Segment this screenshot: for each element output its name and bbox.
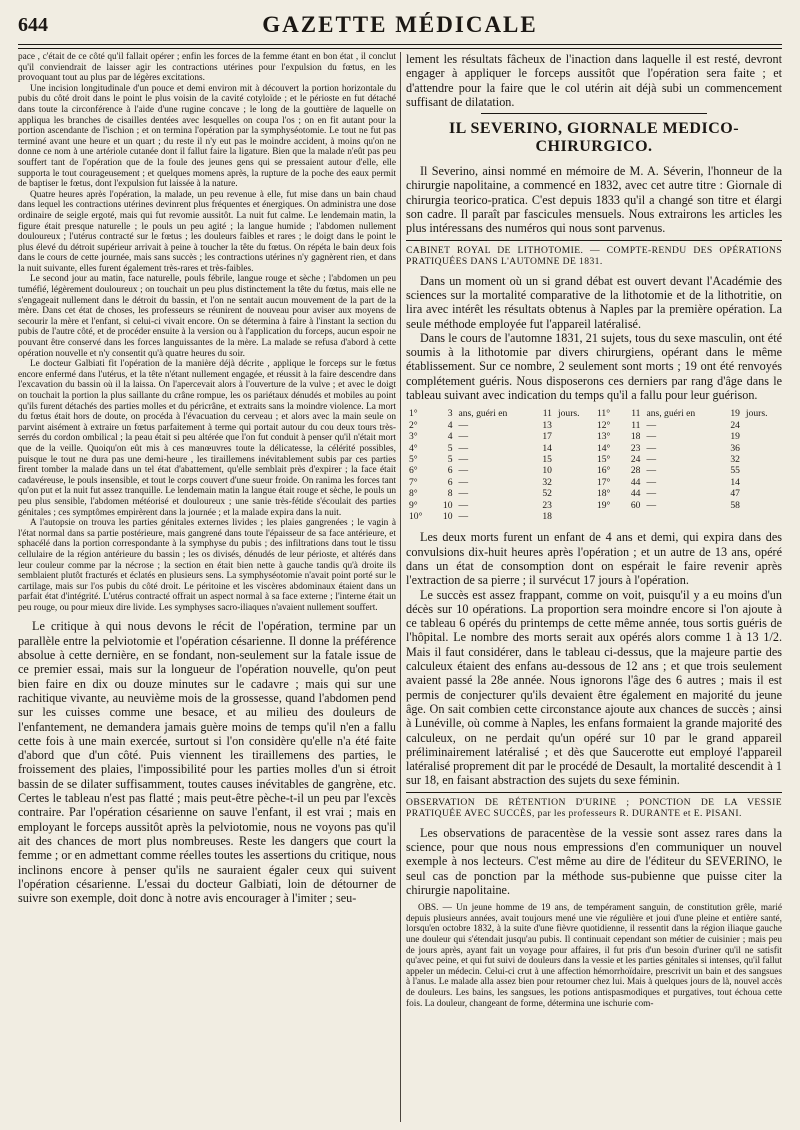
table-cell: — [646,476,657,488]
table-cell [643,511,720,522]
table-cell: 11° [596,408,611,420]
paragraph: Le critique à qui nous devons le récit de l'opération, termine par un parallèle entre la pelviotomie et l'opération césarienne. Il donne la préférence absolue à cette dernière, en se fondant, non-seulement sur la fatale issue de ce premier essai, mais sur la longueur de l'opération nouvelle, qu'on peut bien faire en dix ou douze minutes sur le cadavre ; mais qui sur une rachitique vivante, au neuvième mois de la grossesse, quand l'abdomen pend sur les cuisses comme une besace, et au milieu des douleurs de l'enfantement, ne demandera jamais guère moins de temps qu'il n'en a fallu cette fois à une main exercée, surtout si l'on considère qu'elle n'a été faite d'abord que d'un côté. Puis viennent les tiraillemens des parties, le froissement des plaies, l'impossibilité pour les parties molles d'un si étroit bassin de se dilater suffisamment, toutes causes inévitables de gangrène, etc. Certes le tableau n'est pas flatté ; mais peut-être pèche-t-il un peu par l'excès contraire. Par l'opération césarienne on sauve l'enfant, il est vrai ; mais en employant le forceps aussitôt après la pelviotomie, nous ne voyons pas qu'il ait des chances de mort plus nombreuses. Reste les dangers que court la femme ; or en admettant comme réelles toutes les assertions du critique, nous inclinons encore à penser qu'ils ne sauraient égaler ceux qui suivent l'opération césarienne. L'essai du docteur Galbiati, loin de détourner de suivre son exemple, doit donc à notre avis encourager à l'imiter ; seu- [18,619,396,906]
table-cell: — [458,442,469,454]
table-cell [743,465,782,476]
table-cell: 5 [447,453,453,465]
table-cell: 10 [442,499,453,511]
table-cell: 4 [447,431,453,443]
table-cell: — [646,465,657,477]
table-cell: — [458,419,469,431]
table-cell: 6° [409,465,418,477]
lithotomy-table [406,408,782,522]
header-rule [18,44,782,49]
table-cell: 24 [630,453,641,465]
table-cell: — [458,465,469,477]
table-cell: 6 [447,476,453,488]
paragraph: Il Severino, ainsi nommé en mémoire de M. A. Séverin, l'honneur de la chirurgie napolitaine, a commencé en 1832, avec cet autre titre : Giornale di chirurgia teorico-pratica. C'est depuis 1833 qu'il a changé son titre et élargi son cadre. Il paraît par fascicules mensuels. Nous extrairons les articles les plus intéressans des numéros qui nous sont parvenus. [406,164,782,236]
table-cell: 8 [447,488,453,500]
divider [406,792,782,793]
table-row [406,431,782,442]
column-separator [400,52,401,1122]
paragraph: A l'autopsie on trouva les parties génitales externes livides ; les plaies gangrenées ; le vagin à l'état normal dans sa partie postérieure, mais gangrené dans toute l'épaisseur de sa face antérieure, et sphacélé dans la portion correspondante à la symphyse du pubis ; des infiltrations dans tout le tissu cellulaire de la région antérieure du bassin ; les os divisés, dénudés de leur périoste, et altérés dans leur couleur comme par la nécrose ; la section en était bien nette à gauche tandis qu'à droite ils semblaient plutôt fracturés et éclatés en plusieurs sens. La symphyséotomie n'avait point porté sur le cartilage, mais sur l'os pubis du côté droit. Le péritoine et les viscères abdominaux étaient dans un parfait état d'intégrité. L'utérus contracté offrait un aspect normal à sa face externe ; l'interne était un peu rouge, ou pour mieux dire livide. Les symphyses sacro-iliaques n'avaient nullement souffert. [18,518,396,613]
table-cell: — [458,488,469,500]
table-cell [743,488,782,499]
table-cell: ans, guéri en [458,408,508,420]
paragraph: pace , c'était de ce côté qu'il fallait opérer ; enfin les forces de la femme étant en bon état , il conclut qu'il conviendrait de laisser agir les contractions utérines pour l'expulsion du fœtus, en les provoquant tout au plus par de légères excitations. [18,52,396,84]
page-header [18,10,782,40]
table-cell: — [646,488,657,500]
running-title: GAZETTE MÉDICALE [262,12,538,37]
table-cell [555,511,594,522]
table-cell: ans, guéri en [646,408,696,420]
table-cell: 4° [409,442,418,454]
table-cell [594,511,621,522]
table-cell: — [646,431,657,443]
page-number: 644 [18,14,48,36]
table-cell: 18 [542,511,552,522]
table-cell: — [458,453,469,465]
table-cell [743,511,782,522]
right-column [406,52,782,1122]
table-cell: 44 [630,476,641,488]
paragraph: Quatre heures après l'opération, la malade, un peu revenue à elle, fut mise dans un bain chaud dans lequel les contractions utérines devinrent plus fréquentes et énergiques. On administra une dose ordinaire de seigle ergoté, mais qui fut revomie aussitôt. La nuit fut calme. Le lendemain matin, la figure était presque naturelle ; le pouls un peu agité ; la langue humide ; l'abdomen nullement douloureux ; l'utérus contracté sur le fœtus ; les douleurs faibles et rares ; le doigt dans le point le plus élevé du détroit supérieur arrivait à peine à toucher la tête du fœtus. On répéta le bain deux fois dans le cours de cette journée, mais sans succès ; les contractions utérines n'y gagnèrent rien, et dans la nuit suivante, elles furent également très-rares et très-faibles. [18,189,396,274]
table-cell: 11 [631,408,641,420]
table-cell: 19° [596,499,611,511]
paragraph: Une incision longitudinale d'un pouce et demi environ mit à découvert la portion horizontale du pubis du côté droit dans le point le plus voisin de la cavité cotyloïde ; et le périoste en fut détaché dans toute la circonférence à l'aide d'une rugine concave ; le long de la gouttière de laquelle on appliqua les branches de cisailles dentées avec lesquelles on coupa l'os ; on en fit autant pour la portion ascendante de l'ischion ; et on termina l'opération par la symphyséotomie. Le tout ne fut pas terminé avant une heure et un quart ; du reste il n'y eut pas le moindre accident, à moins qu'on ne donne ce nom à une artériole cutanée dont il fallut faire la ligature. Bien que la malade n'eût pas peu souffert tant de l'opération que de la foule des jeunes gens qui se pressaient autour d'elle, elle supporta le tout courageusement ; et quelques momens après, la rupture de la poche des eaux permit de baptiser le fœtus, dont l'expulsion fut laissée à la nature. [18,83,396,190]
table-cell: 23 [542,499,552,511]
table-cell: 3 [447,408,453,420]
table-cell: 6 [447,465,453,477]
table-cell [555,420,594,431]
table-cell: 11 [542,408,552,420]
paragraph: Les deux morts furent un enfant de 4 ans et demi, qui expira dans des convulsions dix-huit heures après l'opération ; et un autre de 13 ans, opéré dans un état de consomption dont on espérait le faire revenir après l'extraction de sa pierre ; il survécut 17 jours à l'opération. [406,530,782,588]
table-cell: 28 [630,465,641,477]
table-cell: 18° [596,488,611,500]
table-cell: — [646,442,657,454]
table-cell: 5° [409,453,418,465]
table-cell: — [458,431,469,443]
paragraph: OBS. — Un jeune homme de 19 ans, de tempérament sanguin, de constitution grêle, marié depuis plusieurs années, avait toujours mené une vie régulière et joui d'une pleine et entière santé, lorsqu'en octobre 1832, à la suite d'une fièvre quotidienne, il ressentit dans la région iliaque gauche une douleur qui s'étendait jusqu'au pubis. Il continuait cependant son métier de cuisinier ; mais peu de jours après, ayant fait un voyage pour affaires, il fut pris d'un besoin d'uriner qu'il ne satisfit qu'avec peine, et qui fut suivi de douleurs dans la vessie et les parties génitales si intenses, qu'il fallut appeler un médecin. Celui-ci crut à une affection hémorrhoïdaire, prescrivit un bain et des sangsues à l'anus. Le malade alla assez bien pour retourner chez lui. Mais à quelques jours de là, nouvel accès de douleurs. Les bains, les sangsues, les potions antispasmodiques et purgatives, tout échoua cette fois. La douleur, changeant de forme, détermina une ischurie com- [406,903,782,1009]
table-cell: 24 [730,419,740,431]
paragraph: Le second jour au matin, face naturelle, pouls fébrile, langue rouge et sèche ; l'abdomen un peu tuméfié, légèrement douloureux ; on touchait un peu plus distinctement la tête du fœtus, mais elle ne s'engageait nullement dans le détroit du bassin, et l'on ne sentait aucun mouvement de la part de la mère. Dans cet état de choses, les professeurs se réunirent de nouveau pour aviser aux moyens de secourir la mère et l'enfant, si celui-ci vivait encore. On se détermina à faire à l'instant la section du pubis de l'autre côté, et de procéder ensuite à la version ou à l'application du forceps, aucun espoir ne pouvant être conservé dans les forces languissantes de la mère. La malade se refusa d'abord à cette opération nouvelle et n'y consentit qu'à quatre heures du soir. [18,274,396,359]
table-cell: 14 [542,442,552,454]
table-cell: jours. [557,408,580,420]
table-cell: 18 [630,431,641,443]
table-cell [721,511,743,522]
table-row [406,500,782,511]
table-cell: — [646,499,657,511]
table-cell: 47 [730,488,740,500]
table-cell: — [458,476,469,488]
table-row [406,454,782,465]
table-cell: 1° [409,408,418,420]
table-cell: 17 [542,431,552,443]
table-cell: 14 [730,476,740,488]
section-title: IL SEVERINO, GIORNALE MEDICO-CHIRURGICO. [448,120,740,156]
table-cell [621,511,643,522]
table-cell: 5 [447,442,453,454]
table-cell [555,454,594,465]
table-row [406,443,782,454]
table-cell: 16° [596,465,611,477]
paragraph: Les observations de paracentèse de la vessie sont assez rares dans la science, pour que nous nous empressions d'en communiquer un nouvel exemple à nos lecteurs. C'est même au dire de l'éditeur du SEVERINO, le seul cas de ponction par la méthode sus-pubienne que puisse citer la chirurgie napolitaine. [406,825,782,897]
table-cell: 13° [596,431,611,443]
table-cell: 15° [596,453,611,465]
table-row [406,511,782,522]
divider [481,113,707,114]
table-cell: 58 [730,499,740,511]
table-cell: 8° [409,488,418,500]
table-cell [743,443,782,454]
table-cell: 17° [596,476,611,488]
table-cell: 13 [542,419,552,431]
table-cell: 32 [542,476,552,488]
critique-text [18,619,396,905]
table-cell: 44 [630,488,641,500]
table-cell: 12° [596,419,611,431]
paragraph: Le succès est assez frappant, comme on voit, puisqu'il y a eu moins d'un décès sur 10 opérations. La proportion sera moindre encore si l'on ajoute à ce tableau 6 opérés du printemps de cette même année, tous sortis guéris de l'hôpital. Le nombre des morts serait aux opérés alors comme 1 à 13 1/2. Mais il faut considérer, dans le tableau ci-dessus, que la majeure partie des calculeux étaient des enfans au-dessous de 12 ans ; et que trois seulement avaient passé la 28e année. Nous ignorons l'âge des 6 autres ; mais il est permis de conjecturer qu'ils devaient être également en majorité du jeune âge. On sait combien cette circonstance ajoute aux chances de succès ; ainsi à Lunéville, où comme à Naples, les enfans formaient la grande majorité des calculeux, on ne perdait qu'un opéré sur 10 par le grand appareil préliminairement latéralisé ; et dès que Saucerotte eut employé l'appareil latéralisé proprement dit par le procédé de Desault, la mortalité descendit à 1 sur 18, en faisant abstraction des sujets du sexe féminin. [406,587,782,788]
cabinet-heading: CABINET ROYAL DE LITHOTOMIE. — COMPTE-RENDU DES OPÉRATIONS PRATIQUÉES DANS L'AUTOMNE DE 1831. [406,244,782,268]
table-cell [555,431,594,442]
table-cell [743,420,782,431]
table-cell: 10 [442,511,453,522]
table-cell: 55 [730,465,740,477]
table-row [406,408,782,419]
table-row [406,488,782,499]
paragraph: lement les résultats fâcheux de l'inaction dans laquelle il est resté, devront engager à appliquer le forceps aussitôt que l'opération sera faite ; et d'attendre pour la faire que le col utérin ait déjà subi un commencement suffisant de dilatation. [406,52,782,109]
table-cell: 15 [542,453,552,465]
table-cell: 14° [596,442,611,454]
table-cell: 3° [409,431,418,443]
table-cell: 11 [631,419,641,431]
table-cell: 19 [730,408,740,420]
table-row [406,465,782,476]
table-cell [743,477,782,488]
table-cell [555,488,594,499]
table-cell [555,500,594,511]
divider [406,240,782,241]
table-cell: 2° [409,419,418,431]
table-cell [555,477,594,488]
table-cell: 32 [730,453,740,465]
table-cell: 36 [730,442,740,454]
observation-heading: OBSERVATION DE RÉTENTION D'URINE ; PONCTION DE LA VESSIE PRATIQUÉE AVEC SUCCÈS, par les professeurs R. DURANTE et E. PISANI. [406,796,782,820]
table-cell: 23 [630,442,641,454]
table-cell: 19 [730,431,740,443]
table-cell: 10 [542,465,552,477]
table-cell: — [646,453,657,465]
table-cell [743,500,782,511]
table-cell: 9° [409,499,418,511]
case-report-small-text [18,52,396,613]
table-cell: 4 [447,419,453,431]
table-cell: 52 [542,488,552,500]
table-row [406,420,782,431]
table-row [406,477,782,488]
table-cell: — [458,499,469,511]
table-cell [555,443,594,454]
paragraph: Dans un moment où un si grand débat est ouvert devant l'Académie des sciences sur la mortalité comparative de la lithotomie et de la lithotritie, on lira avec intérêt les résultats obtenus à Naples par la première opération. La seule méthode employée fut l'appareil latéralisé. [406,273,782,331]
paragraph: Le docteur Galbiati fit l'opération de la manière déjà décrite , applique le forceps sur le fœtus encore enfermé dans l'utérus, et la tête n'étant nullement engagée, et réussit à la faire descendre dans l'excavation du bassin où il la laissa. On l'apercevait alors à l'ouverture de la vulve ; et avec le doigt on touchait la portion la plus saillante du crâne rompue, les os pariétaux dénudés et mobiles au point qu'ils furent détachés des parties molles et du péricrâne, et extraits sans la moindre violence. La mort du fœtus était hors de doute, on procéda à l'évacuation du cerveau ; et alors avec la main seule on parvint aisément à extraire un fœtus parfaitement à terme qui portait autour du cou deux tours très-serrés du cordon ombilical ; la peau était si peu altérée que l'on fut conduit à penser qu'il n'était mort que de la veille. Quoiqu'on eût mis à ces manœuvres toute la délicatesse, la célérité possibles, puisque le tout ne dura pas une demi-heure , les tiraillemens inévitablement subis par ces parties firent tomber la malade dans un tel état d'abattement, qu'elle semblait près d'expirer ; la face était cadavéreuse, le pouls insensible, et tout le corps couvert d'une sueur froide. On ranima les forces tant qu'on put et la nuit fut assez tranquille. Le lendemain matin la langue était rouge et sèche, le pouls un peu plus sensible, l'abdomen météorisé et douloureux ; une sanie très-fétide s'écoulait des parties génitales ; ces symptômes empirèrent dans la journée ; et la malade expira dans la nuit. [18,359,396,518]
table-cell [555,465,594,476]
paragraph: Dans le cours de l'automne 1831, 21 sujets, tous du sexe masculin, ont été soumis à la lithotomie par divers chirurgiens, opérant dans le même établissement. Sur ce nombre, 2 seulement sont morts ; 19 ont été renvoyés complétement guéris. Nous disposerons ces derniers par rang d'âge dans le tableau suivant avec indication du temps qu'il a fallu pour leur guérison. [406,330,782,403]
table-cell: 7° [409,476,418,488]
left-column [18,52,396,1122]
table-cell: — [458,511,469,522]
table-cell: jours. [745,408,768,420]
table-cell: 10° [409,511,423,522]
table-cell: 60 [630,499,641,511]
table-cell: — [646,419,657,431]
table-cell [743,454,782,465]
table-cell [743,431,782,442]
